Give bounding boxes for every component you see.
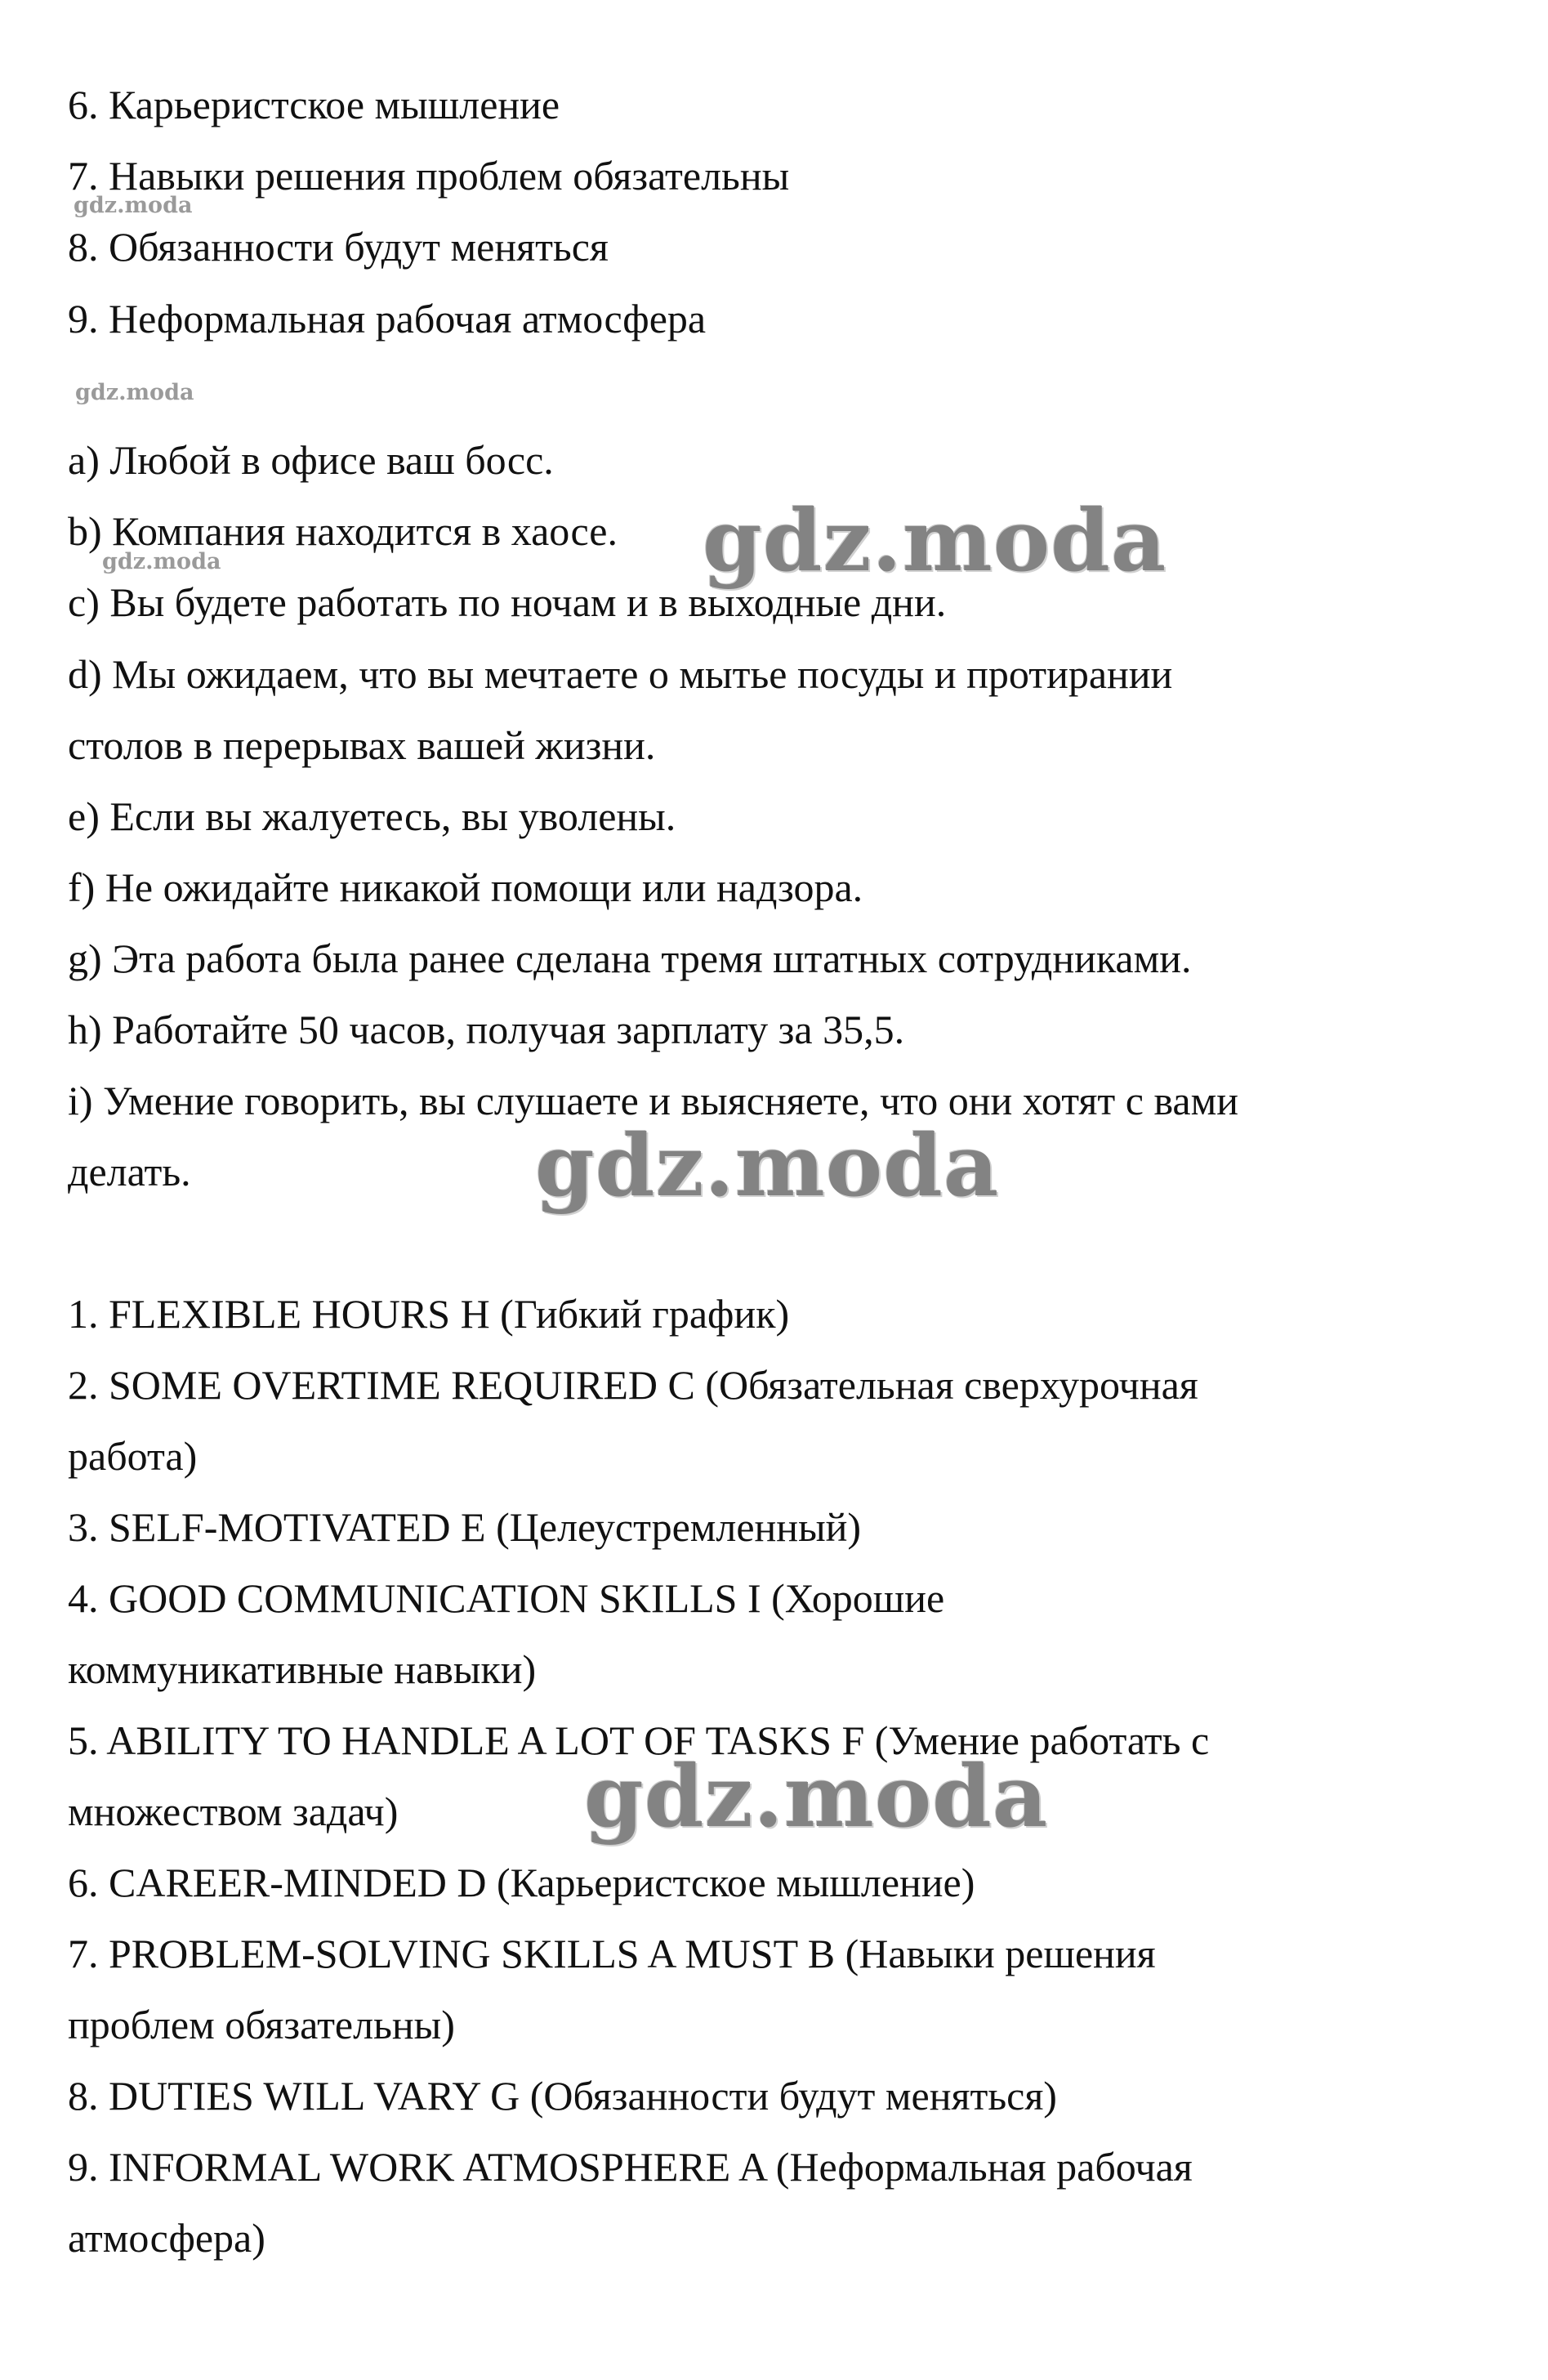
translation-line-8: 8. Обязанности будут меняться bbox=[68, 224, 609, 270]
phrase-i-continued: делать. bbox=[68, 1149, 191, 1194]
phrase-b: b) Компания находится в хаосе. bbox=[68, 508, 618, 554]
answer-3: 3. SELF-MOTIVATED E (Целеустремленный) bbox=[68, 1504, 862, 1550]
phrase-g: g) Эта работа была ранее сделана тремя штатных сотрудниками. bbox=[68, 935, 1192, 981]
answer-8: 8. DUTIES WILL VARY G (Обязанности будут меняться) bbox=[68, 2073, 1057, 2119]
phrase-f: f) Не ожидайте никакой помощи или надзора. bbox=[68, 864, 863, 910]
phrase-d-continued: столов в перерывах вашей жизни. bbox=[68, 722, 656, 768]
answer-2: 2. SOME OVERTIME REQUIRED C (Обязательная сверхурочная bbox=[68, 1362, 1198, 1408]
answer-4-continued: коммуникативные навыки) bbox=[68, 1646, 537, 1692]
watermark-big: gdz.moda bbox=[703, 490, 1167, 591]
answer-9: 9. INFORMAL WORK ATMOSPHERE A (Неформальная рабочая bbox=[68, 2144, 1193, 2190]
phrase-d: d) Мы ожидаем, что вы мечтаете о мытье посуды и протирании bbox=[68, 651, 1173, 697]
phrase-a: a) Любой в офисе ваш босс. bbox=[68, 437, 554, 483]
answer-9-continued: атмосфера) bbox=[68, 2215, 265, 2261]
phrase-i: i) Умение говорить, вы слушаете и выясняете, что они хотят с вами bbox=[68, 1078, 1239, 1123]
phrase-h: h) Работайте 50 часов, получая зарплату за 35,5. bbox=[68, 1007, 905, 1052]
translation-line-6: 6. Карьеристское мышление bbox=[68, 82, 560, 127]
watermark-small: gdz.moda bbox=[75, 380, 194, 405]
watermark-big: gdz.moda bbox=[535, 1115, 1000, 1216]
answer-5-continued: множеством задач) bbox=[68, 1788, 399, 1834]
answer-4: 4. GOOD COMMUNICATION SKILLS I (Хорошие bbox=[68, 1575, 945, 1621]
watermark-small: gdz.moda bbox=[74, 193, 193, 218]
phrase-c: c) Вы будете работать по ночам и в выходные дни. bbox=[68, 579, 947, 625]
answer-6: 6. CAREER-MINDED D (Карьеристское мышление) bbox=[68, 1860, 975, 1905]
phrase-e: e) Если вы жалуетесь, вы уволены. bbox=[68, 793, 676, 839]
translation-line-9: 9. Неформальная рабочая атмосфера bbox=[68, 296, 707, 342]
answer-5: 5. ABILITY TO HANDLE A LOT OF TASKS F (Умение работать с bbox=[68, 1717, 1210, 1763]
answer-7-continued: проблем обязательны) bbox=[68, 2002, 455, 2047]
answer-7: 7. PROBLEM-SOLVING SKILLS A MUST B (Навыки решения bbox=[68, 1931, 1156, 1976]
answer-2-continued: работа) bbox=[68, 1433, 198, 1479]
answer-1: 1. FLEXIBLE HOURS H (Гибкий график) bbox=[68, 1291, 790, 1337]
watermark-big: gdz.moda bbox=[584, 1746, 1049, 1846]
translation-line-7: 7. Навыки решения проблем обязательны bbox=[68, 153, 790, 199]
watermark-small: gdz.moda bbox=[102, 549, 221, 574]
